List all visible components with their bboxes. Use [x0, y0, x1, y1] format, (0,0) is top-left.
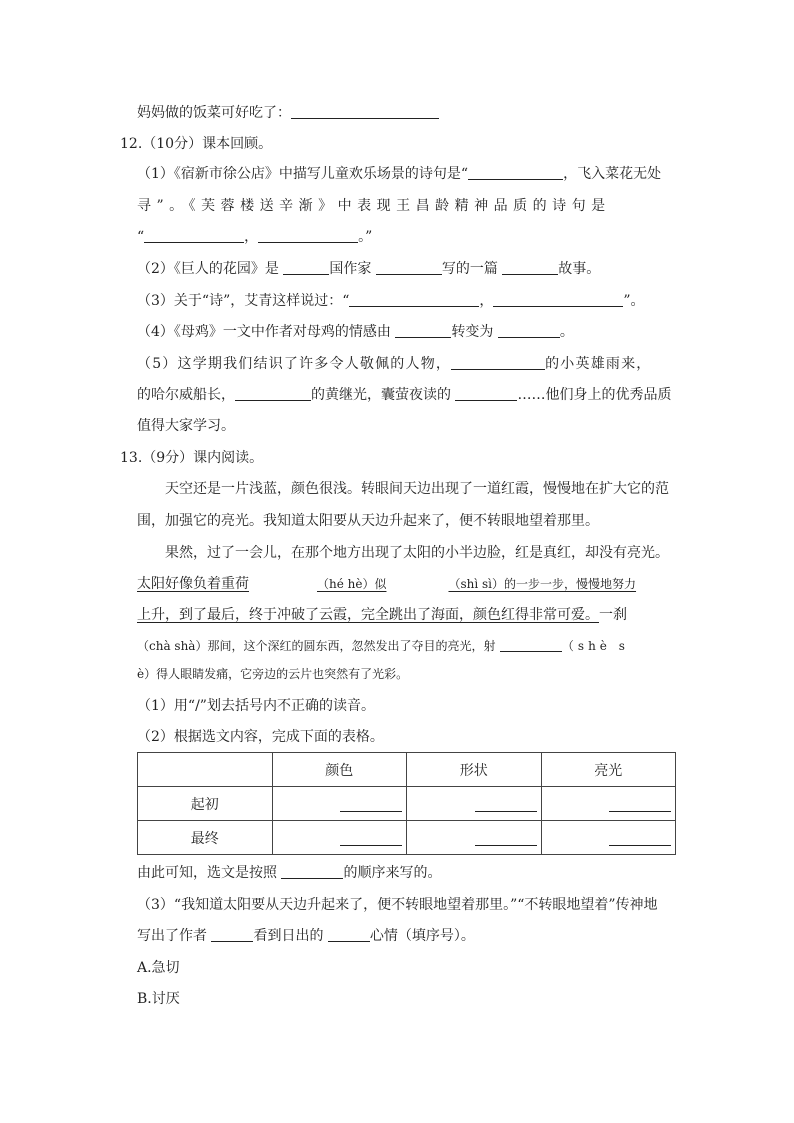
table-header-cell: 亮光 [541, 753, 676, 787]
table-header-cell: 形状 [407, 753, 542, 787]
passage-para2-line4 [137, 636, 629, 656]
table-header-cell: 颜色 [272, 753, 407, 787]
answer-blank[interactable] [475, 811, 537, 812]
answer-table [137, 752, 676, 855]
table-header-row [138, 753, 676, 787]
q12-item1-line1 [137, 164, 661, 184]
answer-cell[interactable] [272, 787, 407, 821]
answer-blank[interactable] [395, 323, 451, 338]
answer-blank[interactable] [211, 927, 253, 942]
text: ”。 [623, 293, 645, 309]
answer-blank[interactable] [281, 864, 343, 879]
text: 写出了作者 [137, 928, 207, 944]
pinyin-choice: （shì sì）的一步一步，慢慢地努力 [448, 577, 637, 591]
q12-item1-line3 [137, 227, 372, 247]
text: 的小英雄雨来， [545, 356, 652, 372]
text: 寻”。《芙蓉楼送辛渐》中表现王昌龄精神品质的诗句是 [137, 198, 611, 214]
text: è）得人眼睛发痛，它旁边的云片也突然有了光彩。 [137, 667, 409, 681]
text: 的顺序来写的。 [343, 865, 442, 881]
answer-cell[interactable] [541, 821, 676, 855]
option-a[interactable]: A.急切 [137, 960, 180, 976]
q12-item5-line1 [137, 354, 652, 374]
text: （3）关于“诗”，艾青这样说过：“ [137, 293, 350, 309]
text: （chà shà）那间，这个深红的圆东西，忽然发出了夺目的亮光，射 [137, 639, 496, 653]
text: 太阳好像负着重荷 [137, 576, 249, 592]
text: 。 [559, 324, 574, 340]
text: 转变为 [451, 324, 494, 340]
text: （1）《宿新市徐公店》中描写儿童欢乐场景的诗句是“ [137, 166, 469, 182]
text: 故事。 [558, 261, 601, 277]
answer-blank[interactable] [455, 386, 517, 401]
passage-para2-line5 [137, 664, 408, 684]
text: 上升，到了最后，终于冲破了云霞，完全跳出了海面，颜色红得非常可爱。 [137, 607, 599, 623]
option-b[interactable]: B.讨厌 [137, 991, 180, 1007]
prompt-text: 妈妈做的饭菜可好吃了： [137, 105, 291, 121]
q12-item4 [137, 322, 574, 342]
text: 看到日出的 [253, 928, 324, 944]
table-row [138, 821, 676, 855]
text: ， [479, 293, 494, 309]
row-label: 最终 [138, 821, 273, 855]
text: 心情（填序号）。 [369, 928, 475, 944]
text: 写的一篇 [441, 261, 498, 277]
answer-cell[interactable] [407, 821, 542, 855]
q12-item5-line2 [137, 385, 671, 405]
answer-blank[interactable] [451, 355, 545, 370]
q13-header: 13.（9分）课内阅读。 [120, 450, 264, 466]
text: （4）《母鸡》一文中作者对母鸡的情感由 [137, 324, 391, 340]
passage-para2-line3 [137, 605, 627, 625]
answer-blank[interactable] [258, 228, 358, 243]
answer-cell[interactable] [541, 787, 676, 821]
passage-para2-line1: 果然，过了一会儿，在那个地方出现了太阳的小半边脸，红是真红，却没有亮光。 [165, 545, 669, 561]
answer-cell[interactable] [407, 787, 542, 821]
table-header-cell [138, 753, 273, 787]
q13-sub1: （1）用“/”划去括号内不正确的读音。 [137, 698, 375, 714]
row-label: 起初 [138, 787, 273, 821]
text: （shè s [561, 639, 629, 653]
text: 的哈尔威船长， [137, 387, 235, 403]
answer-blank[interactable] [349, 292, 479, 307]
text: 由此可知，选文是按照 [137, 865, 277, 881]
q12-item5-line3: 值得大家学习。 [137, 418, 235, 434]
answer-blank[interactable] [493, 292, 623, 307]
text: ， [244, 229, 259, 245]
text: （2）《巨人的花园》是 [137, 261, 279, 277]
answer-blank[interactable] [376, 260, 442, 275]
answer-blank[interactable] [340, 845, 402, 846]
q12-item3 [137, 291, 645, 311]
q12-item2 [137, 259, 600, 279]
pinyin-choice: （hé hè）似 [317, 577, 387, 591]
answer-blank[interactable] [235, 386, 311, 401]
answer-blank[interactable] [475, 845, 537, 846]
text: 国作家 [329, 261, 372, 277]
answer-line-mama [137, 103, 439, 123]
q13-sub2: （2）根据选文内容，完成下面的表格。 [137, 729, 384, 745]
text: 。” [358, 229, 373, 245]
answer-blank[interactable] [328, 927, 370, 942]
text: （5）这学期我们结识了许多令人敬佩的人物， [137, 356, 452, 372]
q13-conclusion [137, 863, 441, 883]
text: ……他们身上的优秀品质 [517, 387, 672, 403]
text: “ [137, 229, 145, 245]
answer-cell[interactable] [272, 821, 407, 855]
passage-para1-line1: 天空还是一片浅蓝，颜色很浅。转眼间天边出现了一道红霞，慢慢地在扩大它的范 [165, 481, 669, 497]
answer-blank[interactable] [609, 845, 671, 846]
q13-sub3-line2 [137, 926, 475, 946]
text: 的黄继光，囊萤夜读的 [311, 387, 451, 403]
q12-header: 12.（10分）课本回顾。 [120, 136, 273, 152]
text: ，飞入菜花无处 [563, 166, 662, 182]
q13-sub3-line1: （3）“我知道太阳要从天边升起来了，便不转眼地望着那里。”“不转眼地望着”传神地 [137, 897, 658, 913]
answer-blank[interactable] [291, 104, 439, 119]
answer-blank[interactable] [340, 811, 402, 812]
table-row [138, 787, 676, 821]
answer-blank[interactable] [144, 228, 244, 243]
passage-para1-line2: 围，加强它的亮光。我知道太阳要从天边升起来了，便不转眼地望着那里。 [137, 513, 599, 529]
answer-blank[interactable] [609, 811, 671, 812]
answer-blank[interactable] [500, 637, 562, 652]
answer-blank[interactable] [498, 323, 560, 338]
passage-para2-line2 [137, 574, 636, 594]
text: 一刹 [599, 607, 627, 623]
answer-blank[interactable] [468, 165, 563, 180]
q12-item1-line2 [137, 196, 675, 216]
answer-blank[interactable] [283, 260, 329, 275]
answer-blank[interactable] [502, 260, 558, 275]
